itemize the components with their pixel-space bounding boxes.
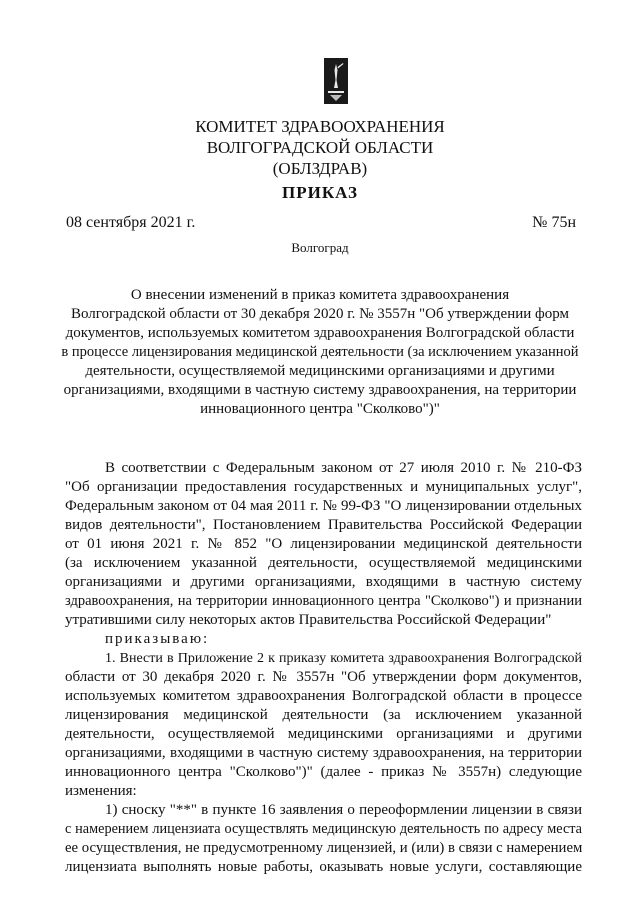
- body-line: инновационного центра "Сколково")" (далее - приказ № 3557н) следующие: [65, 764, 582, 780]
- document-city: Волгоград: [291, 240, 349, 255]
- subject-line: деятельности, осуществляемой медицинскими организациями и другими: [85, 363, 555, 379]
- body-line: организациями, входящими в частную систему здравоохранения, на территории: [65, 745, 582, 761]
- body-line: от 01 июня 2021 г. № 852 "О лицензировании медицинской деятельности: [65, 536, 582, 552]
- body-line: деятельности, осуществляемой медицинскими организациями и другими: [65, 726, 582, 742]
- org-line: (ОБЛЗДРАВ): [272, 159, 368, 178]
- body-line: здравоохранения, на территории инновационного центра "Сколково") и признании: [65, 593, 582, 609]
- org-line: КОМИТЕТ ЗДРАВООХРАНЕНИЯ: [195, 117, 445, 136]
- body-line: видов деятельности", Постановлением Правительства Российской Федерации: [65, 517, 582, 533]
- document-body: [65, 459, 582, 877]
- document-subject: [60, 286, 580, 419]
- organization-name: [0, 116, 640, 179]
- body-line: "Об организации предоставления государственных и муниципальных услуг",: [65, 479, 582, 495]
- body-line: изменения:: [65, 783, 137, 799]
- body-line: Федеральным законом от 04 мая 2011 г. № 99-ФЗ "О лицензировании отдельных: [65, 498, 582, 514]
- body-line: области от 30 декабря 2020 г. № 3557н "Об утверждении форм документов,: [65, 669, 582, 685]
- body-line: лицензирования медицинской деятельности (за исключением указанной: [65, 707, 582, 723]
- org-line: ВОЛГОГРАДСКОЙ ОБЛАСТИ: [206, 138, 434, 157]
- body-line: лицензиата выполнять новые работы, оказывать новые услуги, составляющие: [65, 859, 582, 875]
- subject-line: О внесении изменений в приказ комитета здравоохранения: [130, 287, 510, 303]
- body-line: 1) сноску "**" в пункте 16 заявления о переоформлении лицензии в связи: [105, 802, 582, 818]
- body-line: (за исключением указанной деятельности, осуществляемой медицинскими: [65, 555, 582, 571]
- subject-line: документов, используемых комитетом здравоохранения Волгоградской области: [65, 325, 575, 341]
- subject-line: в процессе лицензирования медицинской деятельности (за исключением указанной: [61, 344, 579, 360]
- subject-line: инновационного центра "Сколково")": [200, 401, 440, 417]
- body-line: 1. Внести в Приложение 2 к приказу комитета здравоохранения Волгоградской: [105, 651, 582, 666]
- subject-line: Волгоградской области от 30 декабря 2020 г. № 3557н "Об утверждении форм: [70, 306, 570, 322]
- document-type: ПРИКАЗ: [282, 183, 358, 202]
- volgograd-emblem-icon: [324, 58, 348, 104]
- body-line: утратившими силу некоторых актов Правительства Российской Федерации": [65, 612, 552, 628]
- document-date: 08 сентября 2021 г.: [66, 214, 196, 231]
- body-line: В соответствии с Федеральным законом от 27 июля 2010 г. № 210-ФЗ: [105, 460, 582, 476]
- body-line: с намерением лицензиата осуществлять медицинскую деятельность по адресу места: [65, 821, 582, 837]
- subject-line: организациями, входящими в частную систему здравоохранения, на территории: [63, 382, 577, 398]
- document-number: № 75н: [532, 214, 576, 231]
- body-line: ее осуществления, не предусмотренному лицензией, и (или) в связи с намерением: [65, 840, 583, 856]
- order-word: приказываю:: [105, 631, 210, 647]
- body-line: используемых комитетом здравоохранения Волгоградской области в процессе: [65, 688, 582, 704]
- body-line: организациями и другими организациями, входящими в частную систему: [65, 574, 582, 590]
